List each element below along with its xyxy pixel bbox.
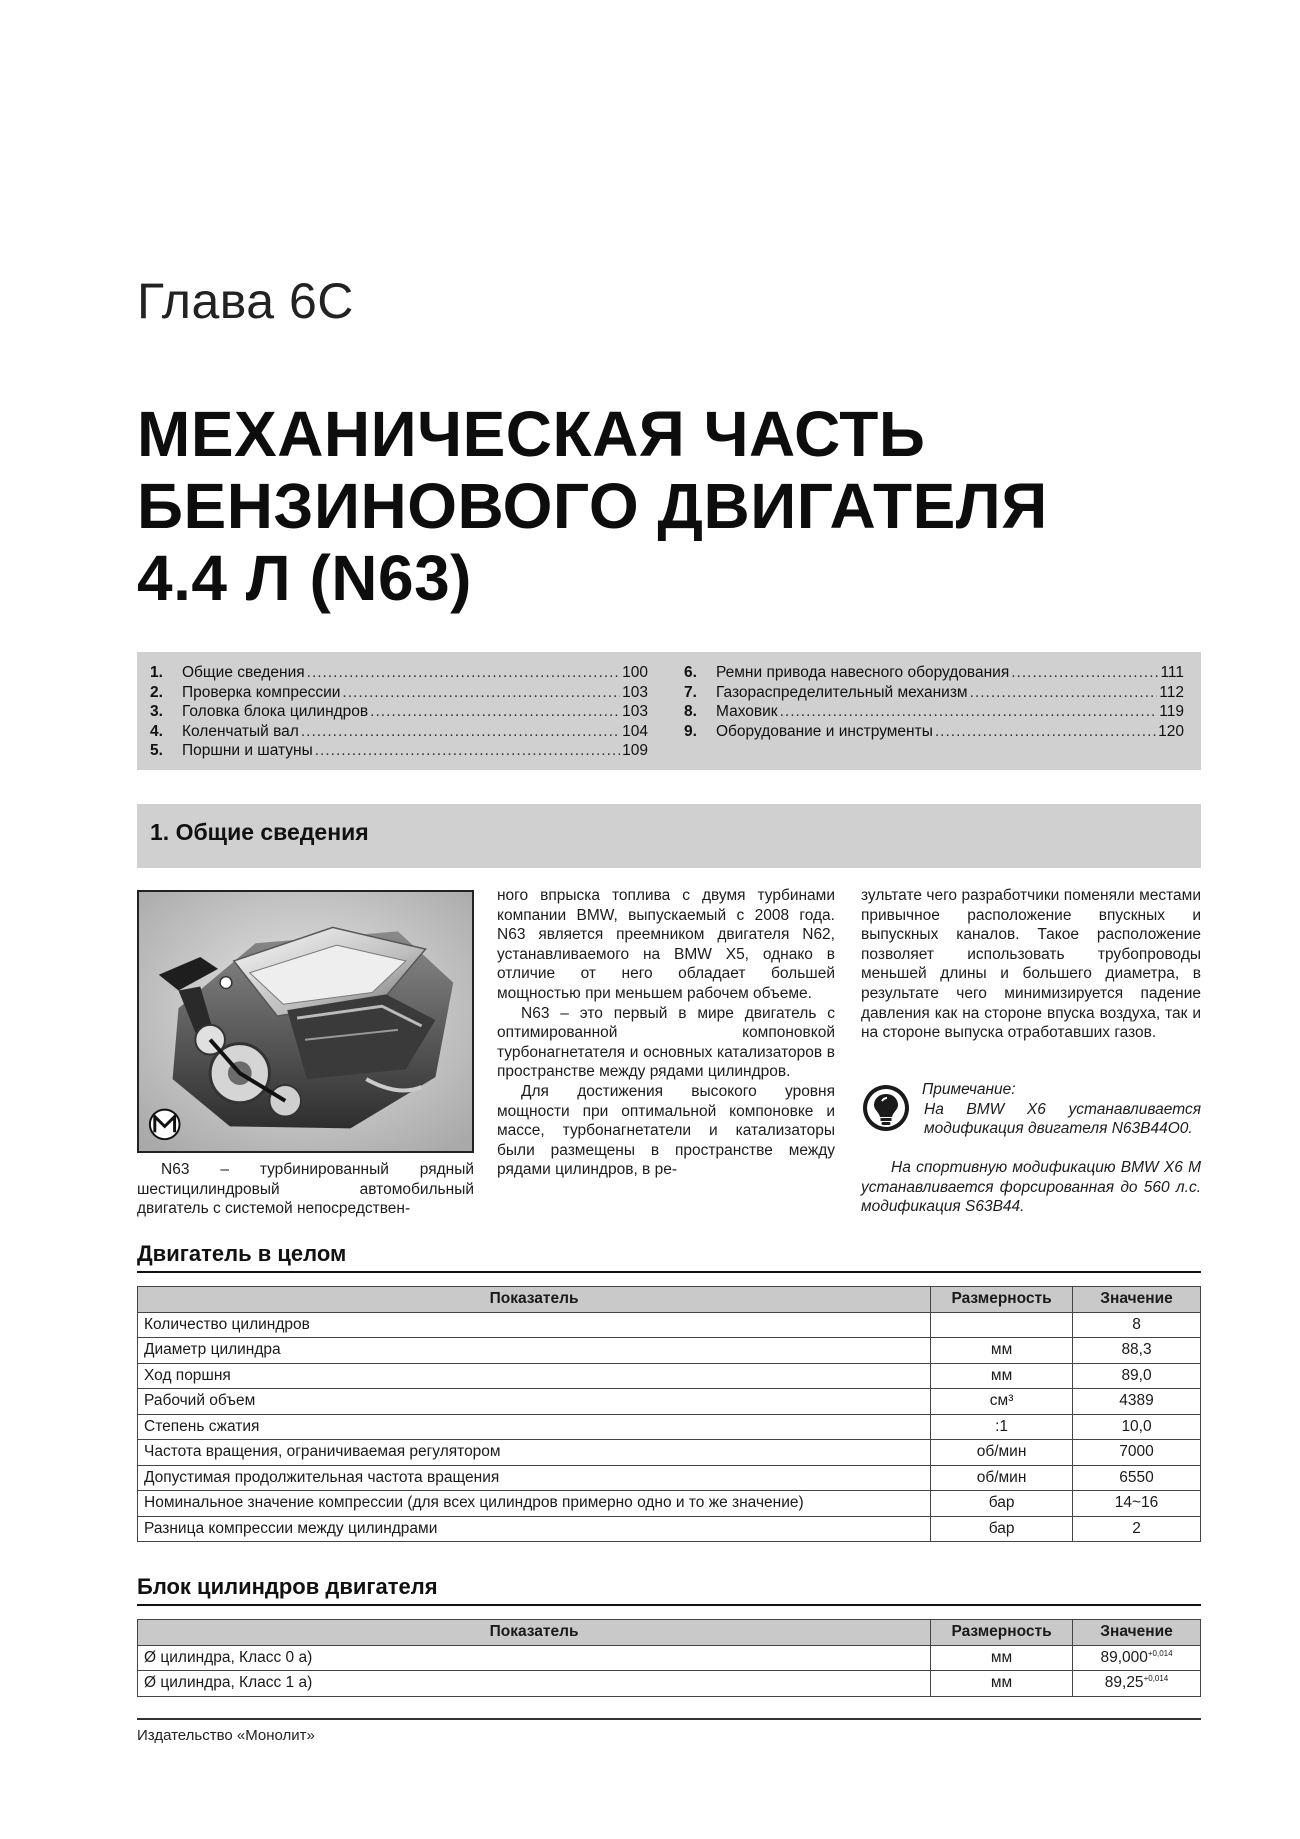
lightbulb-icon (861, 1083, 911, 1133)
toc-leader (307, 663, 620, 683)
body-paragraph: N63 – это первый в мире двигатель с оптимированной компоновкой турбонагнетателя и основных катализаторов в пространстве между рядами цилиндров. (497, 1004, 835, 1081)
column-header: Размерность (931, 1287, 1073, 1313)
value-cell: 8 (1073, 1312, 1201, 1338)
toc-page: 104 (622, 722, 648, 740)
toc-page: 119 (1159, 703, 1184, 720)
unit-cell: см³ (931, 1389, 1073, 1415)
heading-rule (137, 1271, 1201, 1273)
body-paragraph: ного впрыска топлива с двумя турбинами компании BMW, выпускаемый с 2008 года. N63 является преемником двигателя N62, устанавливаемого на BMW X5, однако в отличие от него обладает большей мощностью при меньшем рабочем объеме. (497, 887, 835, 1002)
toc-leader (935, 722, 1156, 742)
toc-label: Головка блока цилиндров (182, 703, 369, 720)
toc-page: 103 (622, 703, 648, 720)
engine-photo (137, 890, 474, 1153)
param-cell: Допустимая продолжительная частота вращения (138, 1465, 931, 1491)
unit-cell: бар (931, 1516, 1073, 1542)
toc-leader (780, 702, 1158, 722)
footer-rule (137, 1718, 1201, 1720)
toc-number: 8. (684, 703, 697, 720)
param-cell: Номинальное значение компрессии (для всех цилиндров примерно одно и то же значение) (138, 1491, 931, 1517)
toc-number: 3. (150, 703, 163, 720)
publisher-footer: Издательство «Монолит» (137, 1727, 315, 1744)
param-cell: Ø цилиндра, Класс 0 а) (138, 1645, 931, 1671)
table-row (138, 1491, 1201, 1517)
toc-label: Ремни привода навесного оборудования (716, 664, 1010, 681)
table-row (138, 1338, 1201, 1364)
body-column-right (861, 886, 1201, 1043)
toc-number: 4. (150, 722, 163, 740)
value-text: 89,000 (1100, 1648, 1148, 1666)
table-row (138, 1645, 1201, 1671)
toc-item[interactable] (684, 683, 1184, 703)
toc-item[interactable] (684, 702, 1184, 722)
unit-cell: мм (931, 1363, 1073, 1389)
toc-number: 1. (150, 664, 163, 681)
unit-cell: бар (931, 1491, 1073, 1517)
toc-label: Проверка компрессии (182, 683, 341, 701)
toc-item[interactable] (150, 722, 648, 742)
photo-caption-text: N63 – турбинированный рядный шестицилиндровый автомобильный двигатель с системой непосредствен- (137, 1161, 474, 1218)
toc-label: Общие сведения (182, 664, 305, 681)
table-of-contents (137, 652, 1201, 770)
value-cell: 2 (1073, 1516, 1201, 1542)
value-cell (1073, 1645, 1201, 1671)
param-cell: Разница компрессии между цилиндрами (138, 1516, 931, 1542)
toc-page: 103 (622, 683, 648, 701)
toc-page: 111 (1160, 664, 1184, 681)
toc-column-right (684, 663, 1184, 741)
param-cell: Частота вращения, ограничиваемая регулятором (138, 1440, 931, 1466)
engine-table-heading: Двигатель в целом (137, 1241, 347, 1266)
toc-leader (315, 741, 620, 761)
param-cell: Диаметр цилиндра (138, 1338, 931, 1364)
section-header (137, 804, 1201, 868)
toc-label: Оборудование и инструменты (716, 722, 933, 740)
toc-page: 100 (622, 664, 648, 681)
toc-number: 2. (150, 683, 163, 701)
table-row (138, 1516, 1201, 1542)
table-header-row (138, 1287, 1201, 1313)
section-title: 1. Общие сведения (150, 819, 369, 845)
param-cell: Степень сжатия (138, 1414, 931, 1440)
column-header: Значение (1073, 1620, 1201, 1646)
title-line: БЕНЗИНОВОГО ДВИГАТЕЛЯ (137, 470, 1048, 542)
table-row (138, 1440, 1201, 1466)
param-cell: Ход поршня (138, 1363, 931, 1389)
value-cell: 88,3 (1073, 1338, 1201, 1364)
tolerance-text: +0,014 (1147, 1648, 1173, 1658)
note-text: На спортивную модификацию BMW X6 M устанавливается форсированная до 560 л.с. модификация S63B44. (861, 1159, 1201, 1216)
value-text: 89,25 (1104, 1674, 1144, 1692)
table-row (138, 1671, 1201, 1697)
toc-page: 120 (1158, 722, 1184, 740)
unit-cell: об/мин (931, 1440, 1073, 1466)
note-text: На BMW X6 устанавливается модификация двигателя N63B44O0. (924, 1100, 1201, 1138)
title-line: 4.4 Л (N63) (137, 542, 472, 614)
toc-leader (342, 683, 620, 703)
unit-cell: мм (931, 1645, 1073, 1671)
toc-item[interactable] (684, 663, 1184, 683)
title-line: МЕХАНИЧЕСКАЯ ЧАСТЬ (137, 398, 926, 470)
column-header: Показатель (138, 1620, 931, 1646)
column-header: Показатель (138, 1287, 931, 1313)
toc-page: 112 (1159, 683, 1184, 701)
engine-illustration (139, 892, 472, 1151)
note-block (922, 1080, 1201, 1139)
chapter-label: Глава 6C (137, 273, 354, 329)
param-cell: Ø цилиндра, Класс 1 а) (138, 1671, 931, 1697)
body-paragraph (137, 1160, 474, 1219)
toc-leader (301, 722, 620, 742)
unit-cell: мм (931, 1338, 1073, 1364)
body-column-middle (497, 886, 835, 1180)
table-header-row (138, 1620, 1201, 1646)
block-table-heading: Блок цилиндров двигателя (137, 1574, 438, 1599)
column-header: Значение (1073, 1287, 1201, 1313)
toc-label: Поршни и шатуны (182, 742, 313, 759)
toc-label: Газораспределительный механизм (716, 683, 968, 701)
publisher-logo (150, 1110, 180, 1140)
heading-rule (137, 1604, 1201, 1606)
table-row (138, 1389, 1201, 1415)
toc-label: Коленчатый вал (182, 722, 299, 740)
table-row (138, 1363, 1201, 1389)
value-cell: 4389 (1073, 1389, 1201, 1415)
toc-number: 5. (150, 742, 163, 759)
toc-number: 9. (684, 722, 697, 740)
value-cell: 6550 (1073, 1465, 1201, 1491)
toc-label: Маховик (716, 703, 778, 720)
unit-cell (931, 1312, 1073, 1338)
param-cell: Рабочий объем (138, 1389, 931, 1415)
value-cell: 10,0 (1073, 1414, 1201, 1440)
block-spec-table (137, 1619, 1201, 1697)
toc-leader (1011, 663, 1158, 683)
toc-item[interactable] (150, 683, 648, 703)
value-cell (1073, 1671, 1201, 1697)
body-paragraph: Для достижения высокого уровня мощности при оптимальной компоновке и массе, турбонагнетатели и катализаторы были размещены в пространстве между рядами цилиндров, в ре- (497, 1082, 835, 1179)
unit-cell: об/мин (931, 1465, 1073, 1491)
unit-cell: :1 (931, 1414, 1073, 1440)
toc-item[interactable] (150, 663, 648, 683)
engine-spec-table (137, 1286, 1201, 1542)
toc-number: 6. (684, 664, 697, 681)
note-label: Примечание: (922, 1081, 1016, 1098)
table-row (138, 1465, 1201, 1491)
value-cell: 7000 (1073, 1440, 1201, 1466)
unit-cell: мм (931, 1671, 1073, 1697)
page-title (137, 398, 1197, 614)
param-cell: Количество цилиндров (138, 1312, 931, 1338)
toc-column-left (150, 663, 648, 761)
table-row (138, 1414, 1201, 1440)
toc-item[interactable] (150, 741, 648, 761)
toc-item[interactable] (684, 722, 1184, 742)
column-header: Размерность (931, 1620, 1073, 1646)
tolerance-text: +0,014 (1143, 1674, 1169, 1684)
toc-item[interactable] (150, 702, 648, 722)
value-cell: 89,0 (1073, 1363, 1201, 1389)
toc-page: 109 (622, 742, 648, 759)
table-row (138, 1312, 1201, 1338)
toc-number: 7. (684, 683, 697, 701)
toc-leader (370, 702, 620, 722)
body-paragraph: зультате чего разработчики поменяли местами привычное расположение впускных и выпускных каналов. Такое расположение позволяет использовать трубопроводы меньшей длины и большего диаметра, в результате чего минимизируется падение давления как на стороне впуска воздуха, так и на стороне выпуска отработавших газов. (861, 887, 1201, 1042)
toc-leader (970, 683, 1158, 703)
value-cell: 14~16 (1073, 1491, 1201, 1517)
